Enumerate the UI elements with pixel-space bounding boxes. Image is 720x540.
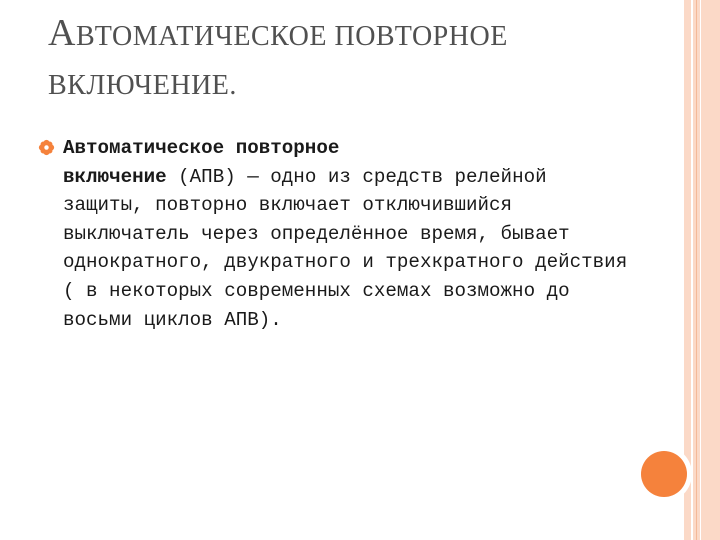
title-first-letter: А bbox=[48, 12, 76, 54]
slide-content bbox=[38, 134, 628, 334]
flower-bullet-icon bbox=[38, 139, 55, 156]
title-line-1-rest: ВТОМАТИЧЕСКОЕ ПОВТОРНОЕ bbox=[75, 21, 508, 52]
title-line-1 bbox=[48, 14, 618, 52]
slide-title bbox=[48, 14, 618, 100]
title-line-2: ВКЛЮЧЕНИЕ. bbox=[48, 70, 237, 101]
bullet-item bbox=[38, 134, 628, 334]
border-line bbox=[700, 0, 701, 540]
bullet-bold-term-line-1: Автоматическое повторное bbox=[63, 137, 340, 159]
decorative-orange-circle bbox=[641, 451, 687, 497]
bullet-bold-term-line-2: включение bbox=[63, 165, 167, 188]
bullet-text: (АПВ) — одно из средств релейной защиты, повторно включает отключившийся выключатель через определённое время, бывает однократного, двукратного и трехкратного действия ( в некоторых современных схемах возможно до восьми циклов АПВ). bbox=[63, 165, 628, 331]
border-line bbox=[696, 0, 697, 540]
border-line bbox=[691, 0, 693, 540]
decorative-right-border bbox=[684, 0, 720, 540]
